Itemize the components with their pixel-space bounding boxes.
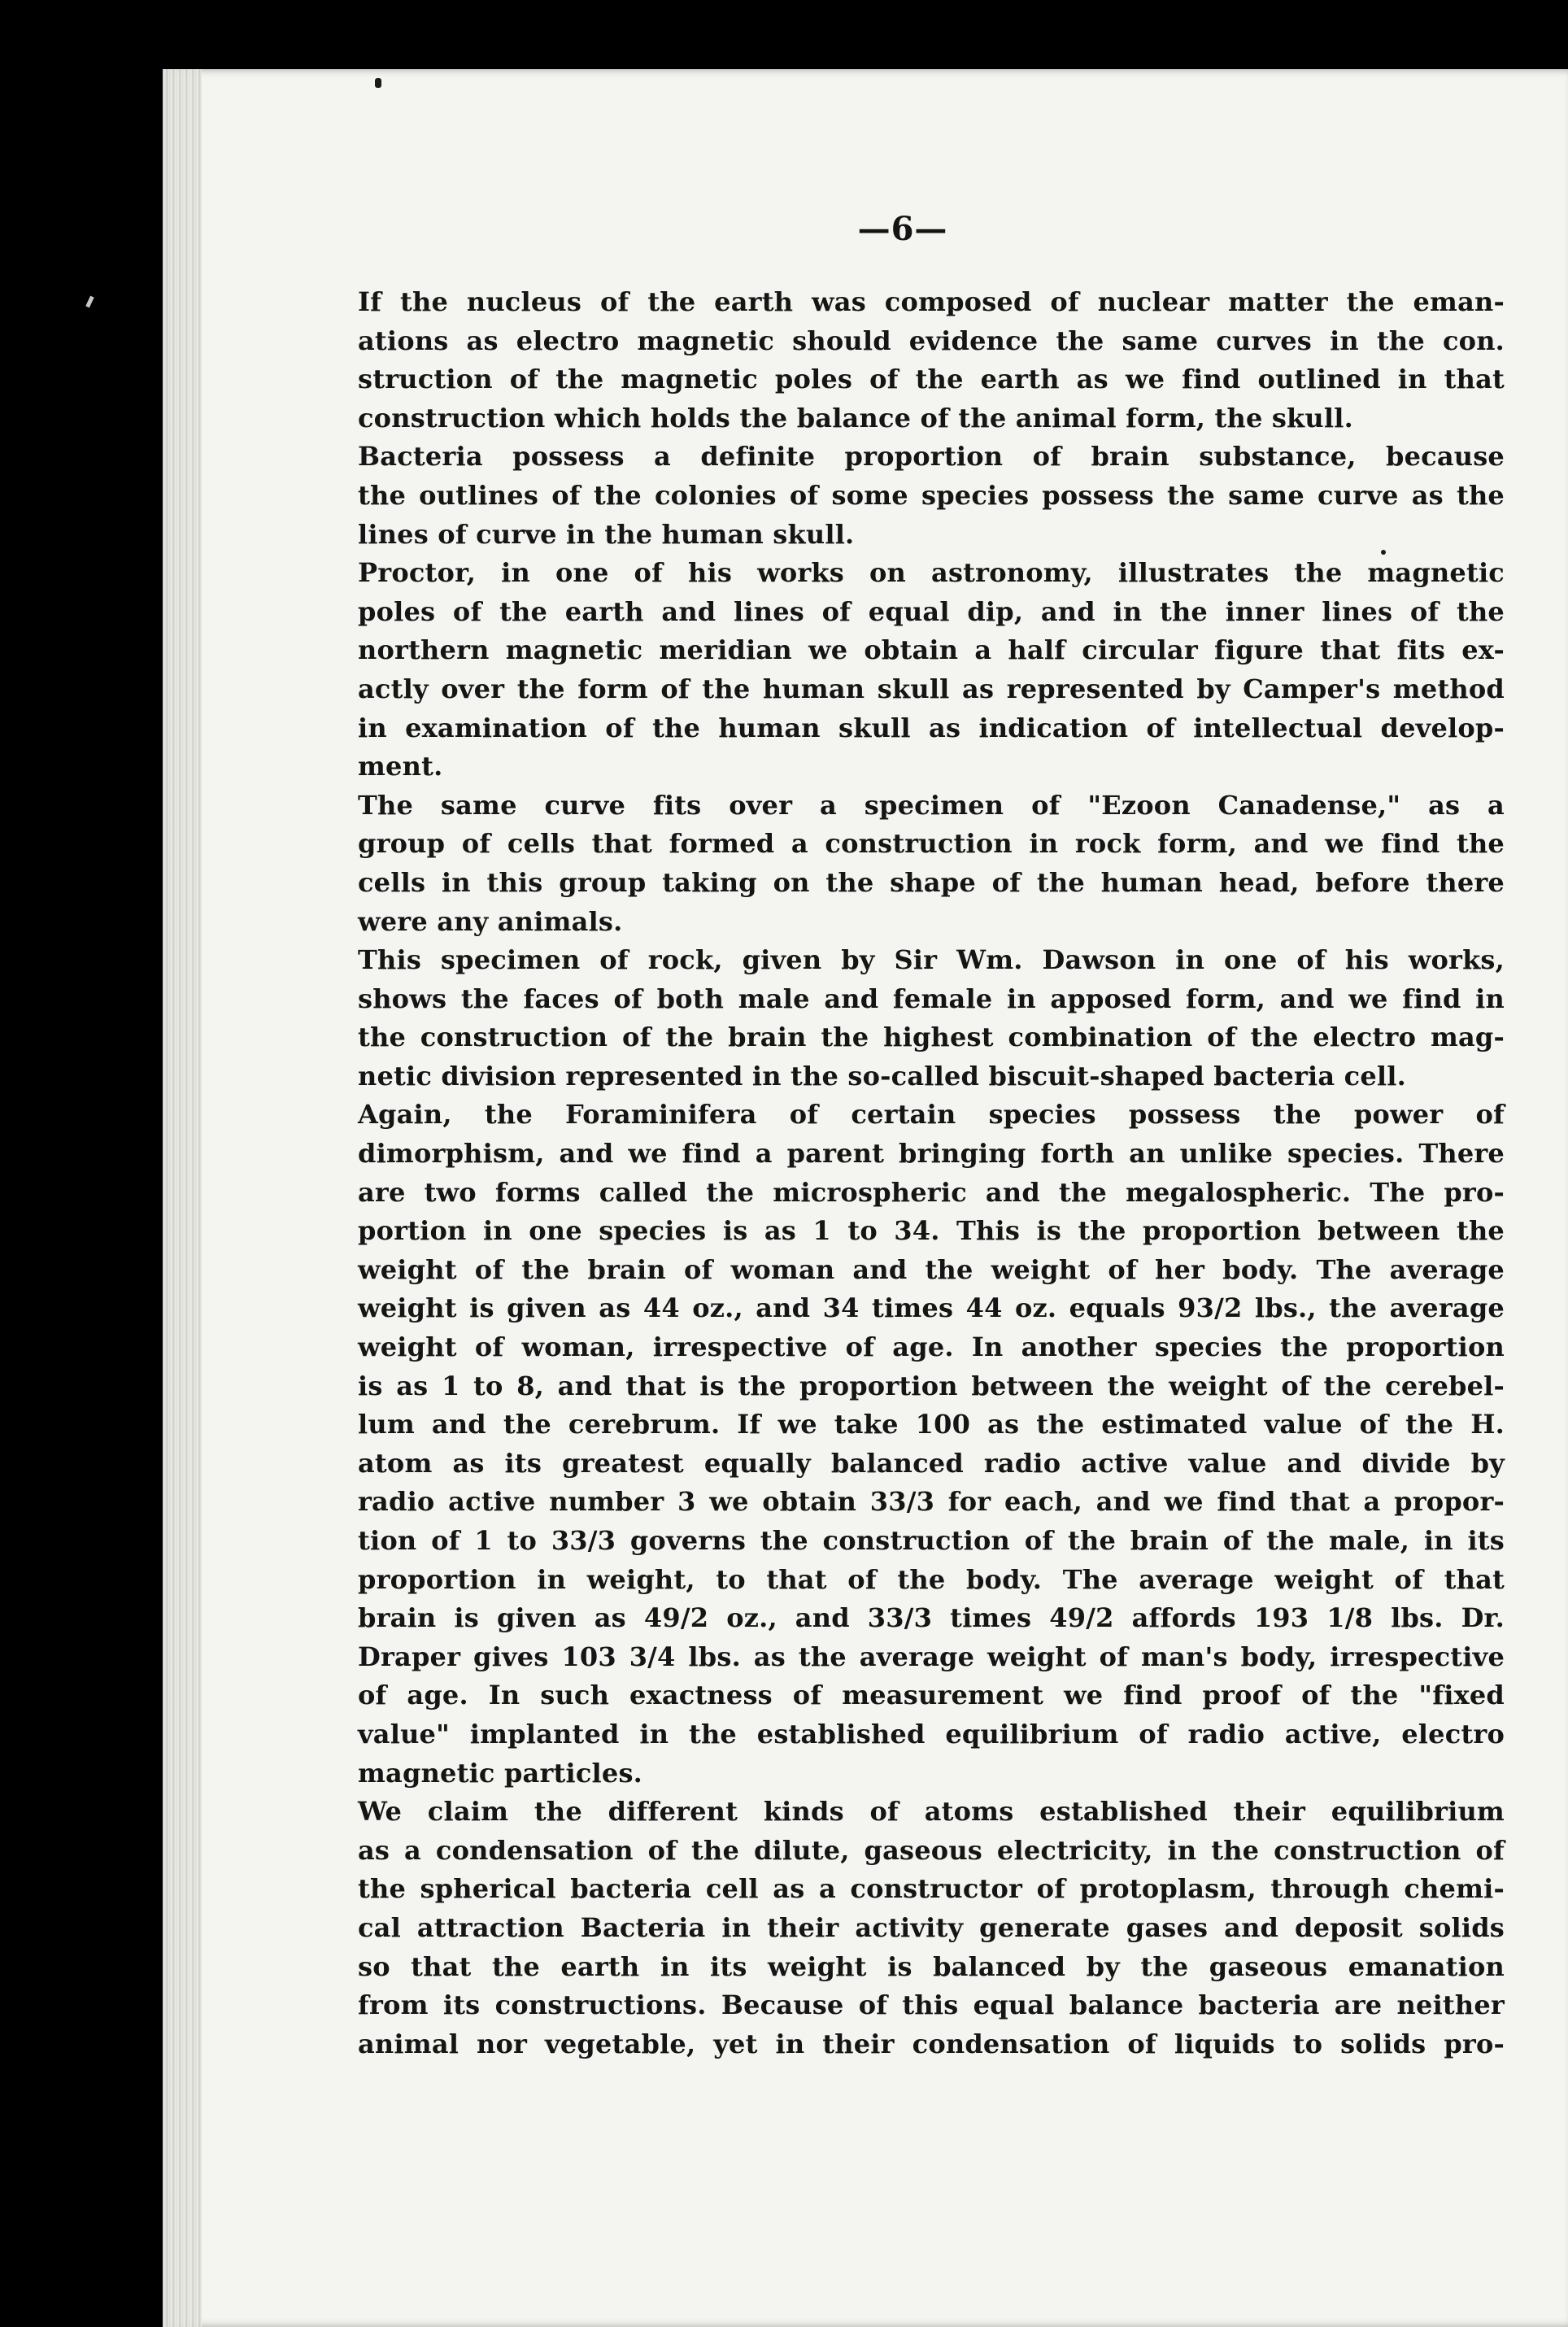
text-line: If the nucleus of the earth was composed of nuclear matter the eman- — [358, 286, 1505, 317]
text-line: is as 1 to 8, and that is the proportion between the weight of the cerebel- — [358, 1370, 1505, 1401]
page-number: —6— — [857, 210, 948, 248]
text-line: radio active number 3 we obtain 33/3 for each, and we find that a propor- — [358, 1486, 1505, 1518]
text-line: animal nor vegetable, yet in their condensation of liquids to solids pro- — [358, 2028, 1505, 2059]
ink-spot-mark — [375, 78, 381, 88]
text-line: the construction of the brain the highest combination of the electro mag- — [358, 1022, 1505, 1053]
text-line: lines of curve in the human skull. — [358, 518, 855, 550]
text-line: Again, the Foraminifera of certain species possess the power of — [358, 1099, 1505, 1131]
text-line: cal attraction Bacteria in their activity generate gases and deposit solids — [358, 1911, 1505, 1943]
text-line: Proctor, in one of his works on astronomy, illustrates the magnetic — [358, 557, 1505, 589]
text-line: Draper gives 103 3/4 lbs. as the average weight of man's body, irrespective — [358, 1641, 1505, 1672]
text-line: were any animals. — [358, 905, 623, 937]
text-line: atom as its greatest equally balanced radio active value and divide by — [358, 1447, 1505, 1479]
text-line: the outlines of the colonies of some species possess the same curve as the — [358, 479, 1505, 511]
text-line: are two forms called the microspheric and the megalospheric. The pro- — [358, 1176, 1505, 1208]
text-line: netic division represented in the so-called biscuit-shaped bacteria cell. — [358, 1060, 1406, 1092]
text-line: This specimen of rock, given by Sir Wm. Dawson in one of his works, — [358, 944, 1505, 976]
text-line: poles of the earth and lines of equal dip, and in the inner lines of the — [358, 595, 1505, 627]
text-line: in examination of the human skull as indication of intellectual develop- — [358, 712, 1505, 743]
text-line: weight of woman, irrespective of age. In another species the proportion — [358, 1331, 1505, 1363]
text-line: tion of 1 to 33/3 governs the construction of the brain of the male, in its — [358, 1525, 1505, 1556]
text-line: construction which holds the balance of the animal form, the skull. — [358, 402, 1353, 434]
text-line: the spherical bacteria cell as a constructor of protoplasm, through chemi- — [358, 1873, 1505, 1905]
text-line: ations as electro magnetic should evidence the same curves in the con. — [358, 325, 1505, 356]
text-line: of age. In such exactness of measurement we find proof of the "fixed — [358, 1680, 1505, 1711]
text-line: from its constructions. Because of this equal balance bacteria are neither — [358, 1989, 1505, 2021]
text-line: northern magnetic meridian we obtain a half circular figure that fits ex- — [358, 634, 1505, 666]
text-line: Bacteria possess a definite proportion of brain substance, because — [358, 441, 1505, 473]
text-line: as a condensation of the dilute, gaseous electricity, in the construction of — [358, 1834, 1505, 1866]
text-line: shows the faces of both male and female in apposed form, and we find in — [358, 983, 1505, 1014]
text-line: lum and the cerebrum. If we take 100 as the estimated value of the H. — [358, 1409, 1505, 1440]
text-line: ment. — [358, 751, 443, 782]
text-line: brain is given as 49/2 oz., and 33/3 times 49/2 affords 193 1/8 lbs. Dr. — [358, 1602, 1505, 1634]
text-body — [358, 283, 1505, 2063]
text-line: actly over the form of the human skull as represented by Camper's method — [358, 673, 1505, 704]
text-line: The same curve fits over a specimen of "Ezoon Canadense," as a — [358, 789, 1505, 821]
text-line: We claim the different kinds of atoms established their equilibrium — [358, 1796, 1505, 1828]
text-line: cells in this group taking on the shape of the human head, before there — [358, 866, 1505, 898]
text-line: weight of the brain of woman and the weight of her body. The average — [358, 1253, 1505, 1285]
text-line: dimorphism, and we find a parent bringing forth an unlike species. There — [358, 1138, 1505, 1170]
text-line: portion in one species is as 1 to 34. This is the proportion between the — [358, 1215, 1505, 1247]
text-line: struction of the magnetic poles of the earth as we find outlined in that — [358, 364, 1505, 395]
text-line: proportion in weight, to that of the body. The average weight of that — [358, 1563, 1505, 1595]
text-line: so that the earth in its weight is balanced by the gaseous emanation — [358, 1950, 1505, 1982]
text-line: weight is given as 44 oz., and 34 times 44 oz. equals 93/2 lbs., the average — [358, 1292, 1505, 1324]
text-line: value" implanted in the established equilibrium of radio active, electro — [358, 1718, 1505, 1750]
text-line: magnetic particles. — [358, 1757, 643, 1789]
page-edge-stack — [163, 69, 202, 2327]
text-line: group of cells that formed a construction in rock form, and we find the — [358, 828, 1505, 860]
